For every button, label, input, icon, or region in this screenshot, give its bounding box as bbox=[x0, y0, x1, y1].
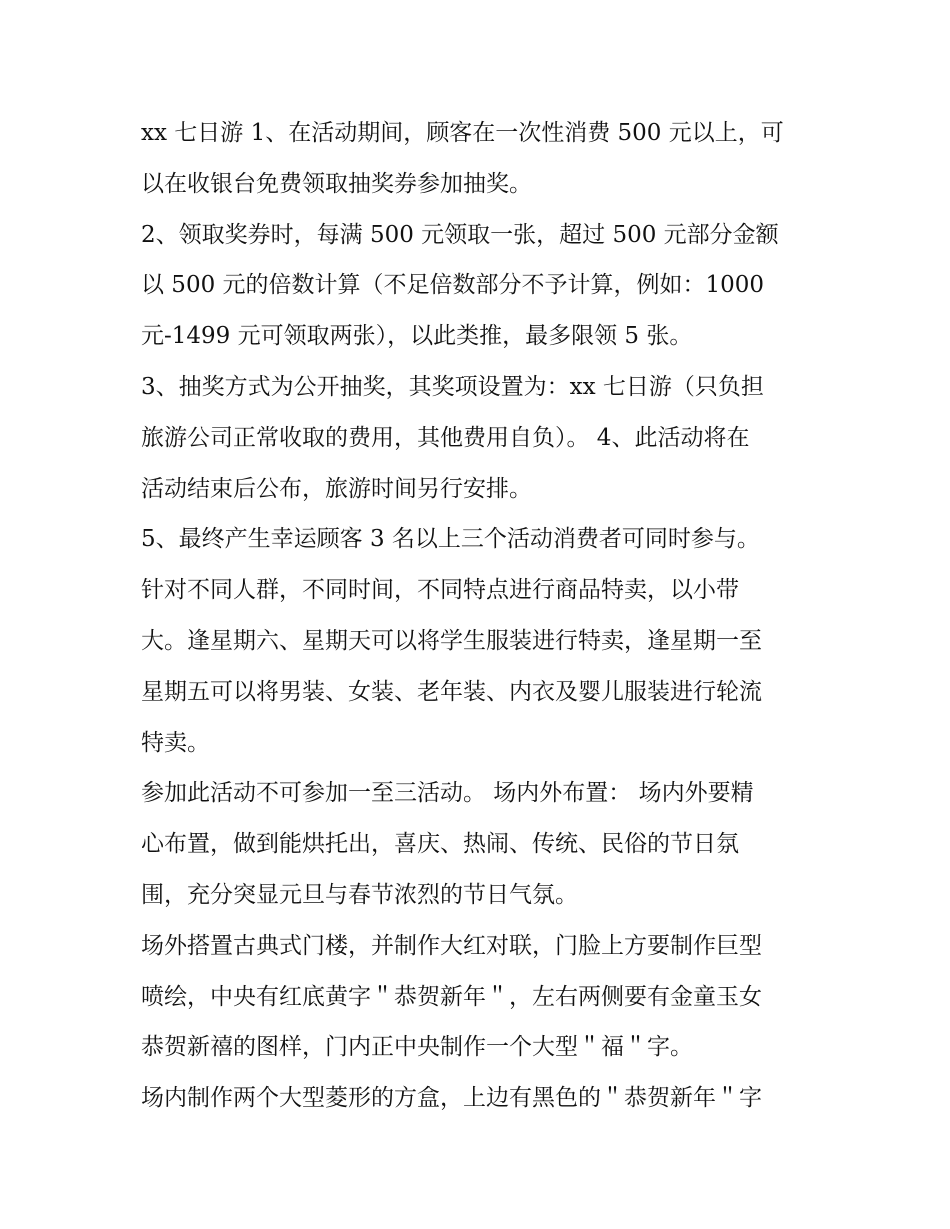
text-line: 5、最终产生幸运顾客 3 名以上三个活动消费者可同时参与。 bbox=[141, 526, 760, 553]
document-body bbox=[141, 108, 821, 1124]
text-line: 元-1499 元可领取两张），以此类推，最多限领 5 张。 bbox=[141, 323, 693, 350]
text-line: 以 500 元的倍数计算（不足倍数部分不予计算，例如：1000 bbox=[141, 272, 765, 299]
text-line: xx 七日游 1、在活动期间，顾客在一次性消费 500 元以上，可 bbox=[141, 120, 784, 146]
text-line: 旅游公司正常收取的费用，其他费用自负）。 4、此活动将在 bbox=[141, 424, 750, 451]
text-line: 恭贺新禧的图样，门内正中央制作一个大型＂福＂字。 bbox=[141, 1034, 693, 1061]
text-line: 针对不同人群，不同时间，不同特点进行商品特卖，以小带 bbox=[141, 577, 739, 604]
text-line: 大。逢星期六、星期天可以将学生服装进行特卖，逢星期一至 bbox=[141, 627, 762, 654]
text-line: 活动结束后公布，旅游时间另行安排。 bbox=[141, 475, 532, 502]
text-line: 心布置，做到能烘托出，喜庆、热闹、传统、民俗的节日氛 bbox=[141, 831, 739, 858]
text-line: 星期五可以将男装、女装、老年装、内衣及婴儿服装进行轮流 bbox=[141, 678, 762, 705]
text-line: 场外搭置古典式门楼，并制作大红对联，门脸上方要制作巨型 bbox=[141, 932, 762, 959]
text-line: 3、抽奖方式为公开抽奖，其奖项设置为：xx 七日游（只负担 bbox=[141, 373, 764, 400]
text-line: 喷绘，中央有红底黄字＂恭贺新年＂，左右两侧要有金童玉女 bbox=[141, 983, 762, 1010]
text-line: 参加此活动不可参加一至三活动。 场内外布置： 场内外要精 bbox=[141, 780, 754, 807]
text-line: 2、领取奖券时，每满 500 元领取一张，超过 500 元部分金额 bbox=[141, 221, 779, 248]
text-line: 围，充分突显元旦与春节浓烈的节日气氛。 bbox=[141, 881, 578, 908]
text-line: 特卖。 bbox=[141, 729, 210, 756]
text-line: 场内制作两个大型菱形的方盒，上边有黑色的＂恭贺新年＂字 bbox=[141, 1085, 762, 1112]
text-line: 以在收银台免费领取抽奖券参加抽奖。 bbox=[141, 170, 532, 197]
